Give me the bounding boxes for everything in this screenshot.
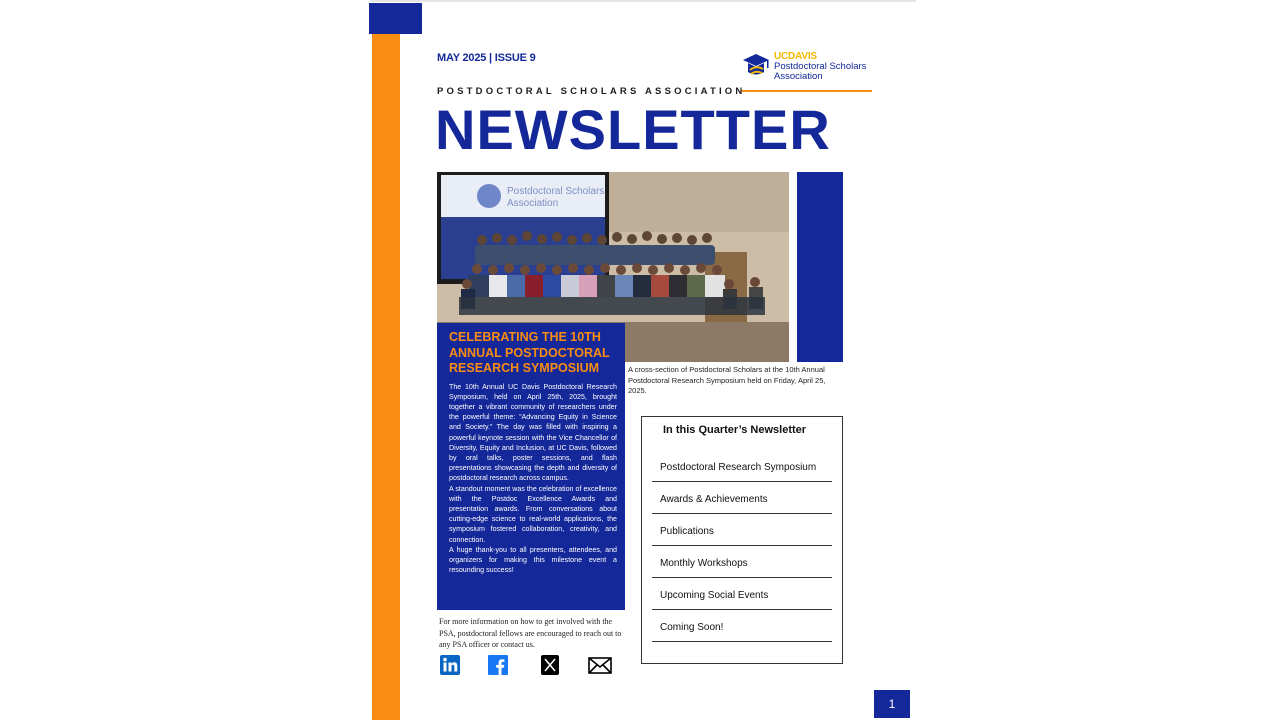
logo-line-2: Association [774, 71, 823, 82]
feature-article [437, 323, 625, 610]
toc-item-social-events[interactable]: Upcoming Social Events [652, 579, 832, 610]
toc-item-coming-soon[interactable]: Coming Soon! [652, 611, 832, 642]
table-of-contents [641, 416, 843, 664]
x-icon[interactable] [540, 655, 560, 675]
mortarboard-logo-icon [741, 50, 771, 82]
ucdavis-psa-logo [741, 50, 876, 86]
logo-line-1: Postdoctoral Scholars [774, 61, 867, 72]
feature-heading: CELEBRATING THE 10TH ANNUAL POSTDOCTORAL RESEARCH SYMPOSIUM [449, 330, 610, 375]
logo-underline [741, 90, 872, 92]
contact-text: For more information on how to get involved with the PSA, postdoctoral fellows are encouraged to reach out to any PSA officer or contact us. [439, 617, 622, 649]
screen-logo-icon [477, 184, 501, 208]
feature-paragraph-1: The 10th Annual UC Davis Postdoctoral Research Symposium, held on April 25th, 2025, brought together a vibrant community of researchers under the powerful theme: “Advancing Equity in Science and Society.” The day was filled with inspiring a powerful keynote session with the Vice Chancellor of Diversity, Equity and Inclusion, at UC Davis, followed by oral talks, poster sessions, and flash presentations showcasing the depth and diversity of postdoctoral research across campus. [449, 382, 617, 483]
screen-text-line-2: Association [507, 198, 559, 209]
toc-item-publications[interactable]: Publications [652, 515, 832, 546]
toc-title: In this Quarter’s Newsletter [663, 424, 807, 436]
facebook-icon[interactable] [488, 655, 508, 675]
photo-caption: A cross-section of Postdoctoral Scholars at the 10th Annual Postdoctoral Research Symposium held on Friday, April 25, 2025. [628, 365, 826, 395]
top-divider [370, 0, 916, 2]
toc-item-symposium[interactable]: Postdoctoral Research Symposium [652, 451, 832, 482]
issue-label: MAY 2025 | ISSUE 9 [437, 52, 536, 64]
mail-icon[interactable] [588, 655, 612, 675]
newsletter-title: NEWSLETTER [435, 98, 831, 161]
toc-item-awards[interactable]: Awards & Achievements [652, 483, 832, 514]
logo-ucdavis-text: UCDAVIS [774, 51, 817, 62]
feature-paragraph-3: A huge thank-you to all presenters, attendees, and organizers for making this milestone event a resounding success! [449, 545, 617, 575]
page-number: 1 [874, 690, 910, 718]
toc-item-workshops[interactable]: Monthly Workshops [652, 547, 832, 578]
corner-accent-block [369, 3, 422, 34]
linkedin-icon[interactable] [440, 655, 460, 675]
orange-side-bar [372, 34, 400, 720]
navy-side-block [797, 172, 843, 362]
feature-paragraph-2: A standout moment was the celebration of excellence with the Postdoc Excellence Awards and presentation awards. From conversations about cutting-edge science to real-world applications, the symposium fostered collaboration, creativity, and connection. [449, 484, 617, 544]
screen-text-line-1: Postdoctoral Scholars [507, 186, 605, 197]
association-tagline: POSTDOCTORAL SCHOLARS ASSOCIATION [437, 86, 746, 97]
